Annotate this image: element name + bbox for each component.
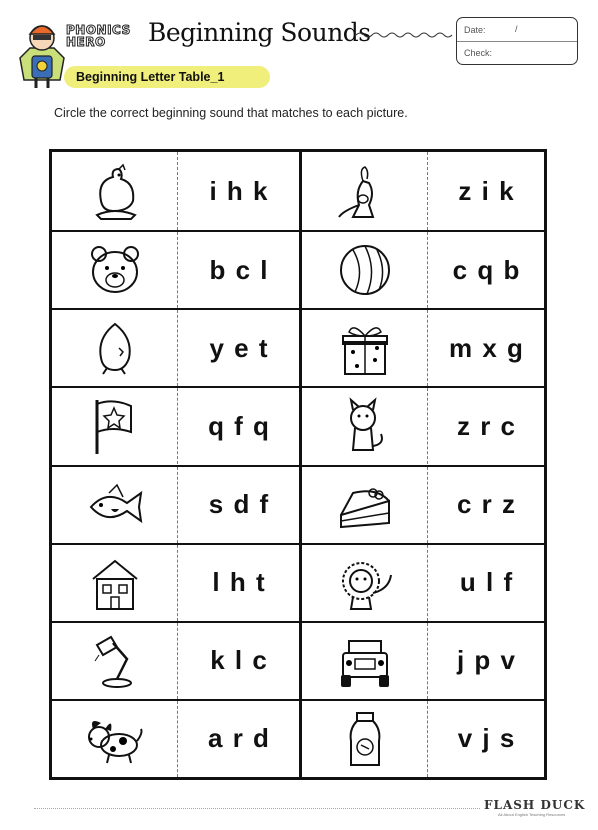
kangaroo-icon bbox=[333, 161, 397, 221]
yogurt-icon bbox=[333, 709, 397, 769]
bear-icon bbox=[83, 240, 147, 300]
letter-choices[interactable]: m x g bbox=[449, 332, 523, 363]
table-row bbox=[52, 621, 299, 699]
letter-choices[interactable]: q f q bbox=[208, 410, 269, 441]
table-row bbox=[302, 386, 544, 464]
letter-choices[interactable]: c q b bbox=[452, 254, 520, 285]
brand-line1: PHONICS bbox=[66, 23, 131, 37]
picture-cell bbox=[52, 467, 178, 543]
table-right-column bbox=[299, 152, 544, 777]
flag-icon bbox=[83, 396, 147, 456]
picture-cell bbox=[302, 623, 428, 699]
picture-cell bbox=[302, 701, 428, 777]
lion-icon bbox=[333, 553, 397, 613]
date-separator: / bbox=[515, 24, 518, 34]
table-row bbox=[52, 543, 299, 621]
picture-cell bbox=[302, 232, 428, 308]
letter-choices[interactable]: s d f bbox=[208, 489, 269, 520]
picture-cell bbox=[52, 623, 178, 699]
letter-choices[interactable]: z r c bbox=[456, 410, 516, 441]
check-label: Check: bbox=[464, 48, 493, 58]
picture-cell bbox=[52, 388, 178, 464]
subtitle-badge: Beginning Letter Table_1 bbox=[64, 66, 270, 88]
table-row bbox=[52, 308, 299, 386]
picture-cell bbox=[52, 545, 178, 621]
letter-choices[interactable]: i h k bbox=[209, 175, 268, 206]
page-title: Beginning Sounds bbox=[148, 18, 371, 47]
box-divider bbox=[457, 41, 577, 42]
letter-choices[interactable]: a r d bbox=[208, 723, 269, 754]
picture-cell bbox=[302, 545, 428, 621]
footer-rule bbox=[34, 808, 480, 809]
hen-icon bbox=[83, 161, 147, 221]
picture-cell bbox=[52, 152, 178, 230]
letter-choices[interactable]: v j s bbox=[457, 723, 515, 754]
letter-choices[interactable]: c r z bbox=[456, 489, 516, 520]
picture-cell bbox=[302, 310, 428, 386]
cake-icon bbox=[333, 475, 397, 535]
table-row bbox=[302, 230, 544, 308]
table-row bbox=[52, 386, 299, 464]
wave-divider-icon bbox=[356, 30, 454, 40]
table-row bbox=[52, 152, 299, 230]
picture-cell bbox=[52, 232, 178, 308]
table-row bbox=[302, 621, 544, 699]
table-row bbox=[302, 699, 544, 777]
letter-choices[interactable]: l h t bbox=[212, 567, 265, 598]
letter-choices[interactable]: y e t bbox=[209, 332, 268, 363]
brand-logo bbox=[66, 24, 131, 48]
dog-icon bbox=[83, 709, 147, 769]
letter-table bbox=[49, 149, 547, 780]
table-row bbox=[302, 543, 544, 621]
table-left-column bbox=[52, 152, 299, 777]
footer-tagline: All About English Teaching Resources bbox=[498, 812, 566, 817]
footer-logo: FLASH DUCK bbox=[484, 798, 586, 812]
picture-cell bbox=[52, 310, 178, 386]
mascot-hero-icon bbox=[16, 18, 68, 90]
letter-choices[interactable]: j p v bbox=[456, 645, 515, 676]
date-label: Date: bbox=[464, 25, 486, 35]
gift-icon bbox=[333, 318, 397, 378]
picture-cell bbox=[52, 701, 178, 777]
table-row bbox=[302, 308, 544, 386]
brand-line2: HERO bbox=[66, 35, 106, 49]
ball-icon bbox=[333, 240, 397, 300]
egg-icon bbox=[83, 318, 147, 378]
table-row bbox=[52, 230, 299, 308]
picture-cell bbox=[302, 467, 428, 543]
lamp-icon bbox=[83, 631, 147, 691]
jeep-icon bbox=[333, 631, 397, 691]
letter-choices[interactable]: k l c bbox=[210, 645, 267, 676]
cat-icon bbox=[333, 396, 397, 456]
letter-choices[interactable]: z i k bbox=[458, 175, 514, 206]
letter-choices[interactable]: u l f bbox=[459, 567, 513, 598]
picture-cell bbox=[302, 388, 428, 464]
table-row bbox=[52, 465, 299, 543]
house-icon bbox=[83, 553, 147, 613]
instruction-text: Circle the correct beginning sound that matches to each picture. bbox=[54, 106, 408, 120]
fish-icon bbox=[83, 475, 147, 535]
table-row bbox=[302, 152, 544, 230]
letter-choices[interactable]: b c l bbox=[209, 254, 268, 285]
date-check-box bbox=[456, 17, 578, 65]
table-row bbox=[302, 465, 544, 543]
picture-cell bbox=[302, 152, 428, 230]
table-row bbox=[52, 699, 299, 777]
